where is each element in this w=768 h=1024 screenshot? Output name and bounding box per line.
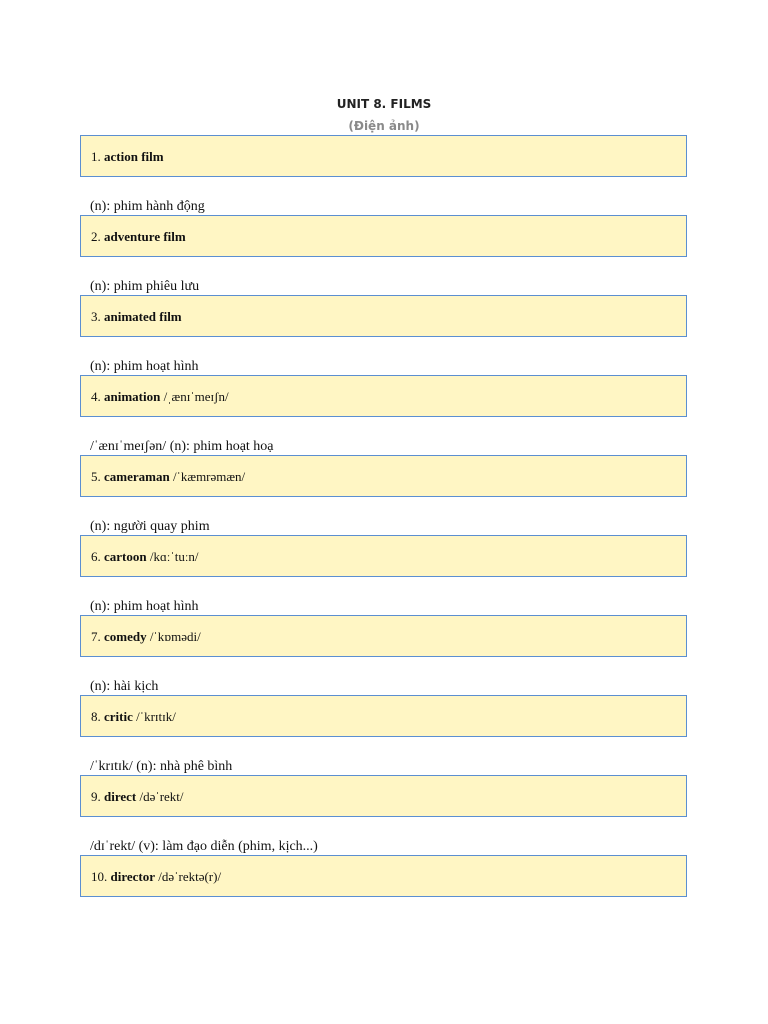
definition: /dɪˈrekt/ (v): làm đạo diễn (phim, kịch...) bbox=[90, 839, 318, 854]
definition: (n): phim hoạt hình bbox=[90, 599, 199, 614]
term-box bbox=[80, 375, 687, 417]
definition: (n): phim phiêu lưu bbox=[90, 279, 200, 294]
pronunciation: /ˌænɪˈmeɪʃn/ bbox=[160, 389, 229, 404]
term-box bbox=[80, 855, 687, 897]
entry-number: 8. bbox=[91, 709, 104, 724]
entry-number: 2. bbox=[91, 229, 104, 244]
term: direct bbox=[104, 789, 137, 804]
vocab-entry-6 bbox=[0, 535, 768, 615]
term: animation bbox=[104, 389, 161, 404]
definition: /ˈænɪˈmeɪʃən/ (n): phim hoạt hoạ bbox=[90, 439, 274, 454]
entry-number: 6. bbox=[91, 549, 104, 564]
pronunciation: /dəˈrekt/ bbox=[136, 789, 184, 804]
page-subtitle: (Điện ảnh) bbox=[348, 119, 420, 133]
term: cameraman bbox=[104, 469, 170, 484]
entry-number: 5. bbox=[91, 469, 104, 484]
vocabulary-list bbox=[0, 135, 768, 935]
pronunciation: /kɑːˈtuːn/ bbox=[146, 549, 199, 564]
vocab-entry-5 bbox=[0, 455, 768, 535]
term: action film bbox=[104, 149, 164, 164]
term-box bbox=[80, 775, 687, 817]
vocab-entry-9 bbox=[0, 775, 768, 855]
entry-number: 3. bbox=[91, 309, 104, 324]
entry-number: 9. bbox=[91, 789, 104, 804]
pronunciation: /dəˈrektə(r)/ bbox=[155, 869, 222, 884]
definition: (n): người quay phim bbox=[90, 519, 210, 534]
term-box bbox=[80, 535, 687, 577]
entry-number: 1. bbox=[91, 149, 104, 164]
pronunciation: /ˈkæmrəmæn/ bbox=[169, 469, 246, 484]
term: critic bbox=[104, 709, 133, 724]
entry-number: 4. bbox=[91, 389, 104, 404]
term: animated film bbox=[104, 309, 182, 324]
term-box bbox=[80, 615, 687, 657]
vocab-entry-1 bbox=[0, 135, 768, 215]
term: comedy bbox=[104, 629, 147, 644]
vocab-entry-7 bbox=[0, 615, 768, 695]
entry-number: 10. bbox=[91, 869, 111, 884]
term-box bbox=[80, 135, 687, 177]
vocab-entry-3 bbox=[0, 295, 768, 375]
definition: /ˈkrɪtɪk/ (n): nhà phê bình bbox=[90, 759, 233, 774]
pronunciation: /ˈkrɪtɪk/ bbox=[132, 709, 176, 724]
definition: (n): phim hoạt hình bbox=[90, 359, 199, 374]
vocab-entry-4 bbox=[0, 375, 768, 455]
pronunciation: /ˈkɒmədi/ bbox=[146, 629, 201, 644]
term-box bbox=[80, 695, 687, 737]
term: adventure film bbox=[104, 229, 186, 244]
entry-number: 7. bbox=[91, 629, 104, 644]
term-box bbox=[80, 215, 687, 257]
vocab-entry-8 bbox=[0, 695, 768, 775]
term-box bbox=[80, 295, 687, 337]
term: cartoon bbox=[104, 549, 147, 564]
definition: (n): hài kịch bbox=[90, 679, 159, 694]
page-title: UNIT 8. FILMS bbox=[336, 97, 432, 111]
vocab-entry-2 bbox=[0, 215, 768, 295]
term-box bbox=[80, 455, 687, 497]
term: director bbox=[110, 869, 156, 884]
vocab-entry-10 bbox=[0, 855, 768, 935]
definition: (n): phim hành động bbox=[90, 199, 205, 214]
